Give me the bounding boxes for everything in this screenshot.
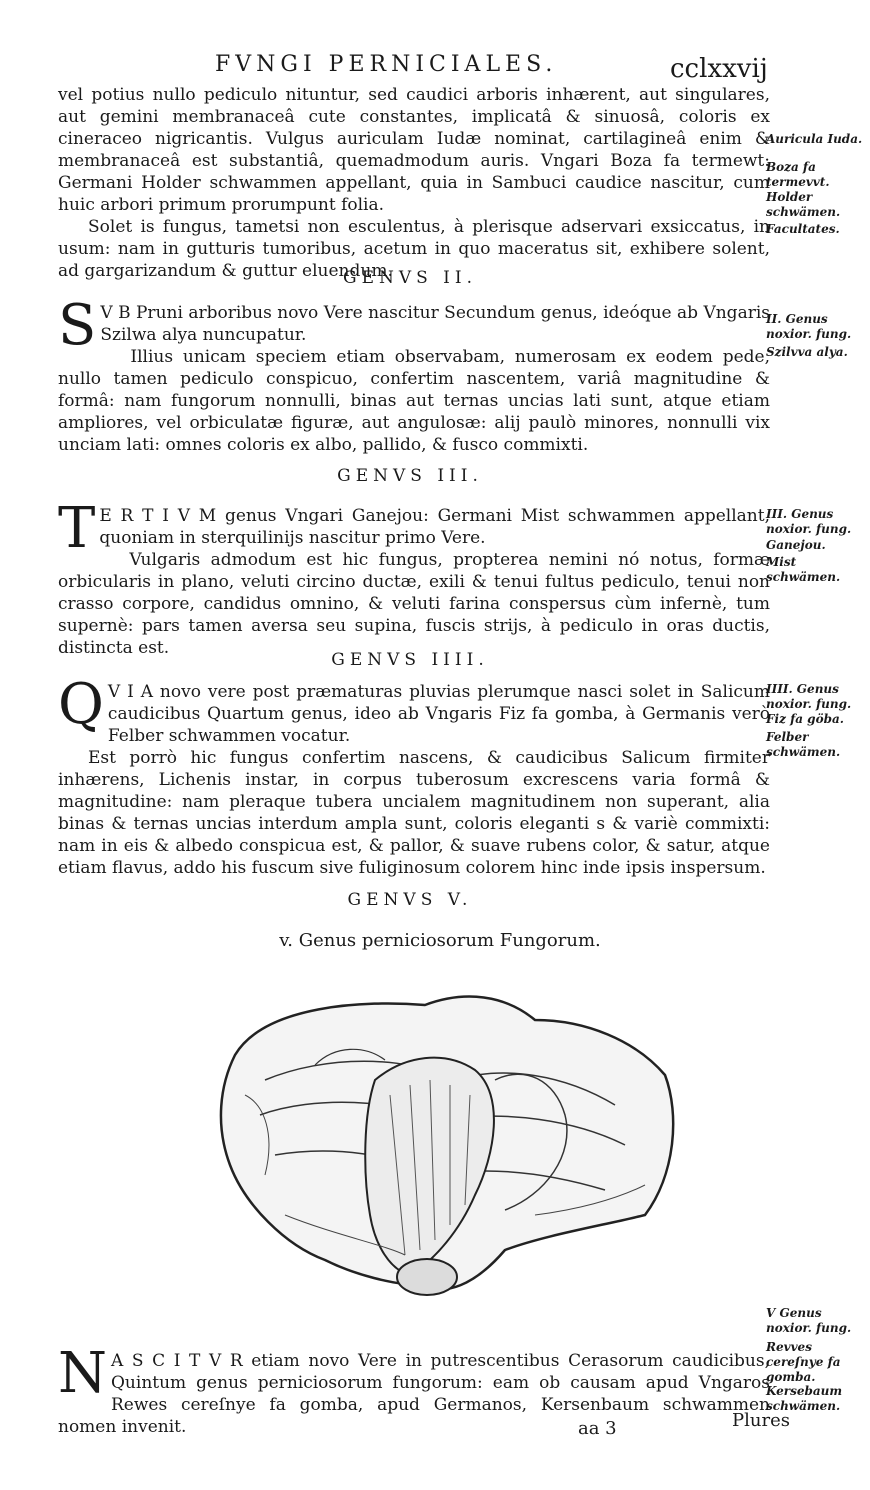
marginal-note: Boza fa termevvt. [766,160,830,189]
marginal-note: Mist schwämen. [766,555,841,584]
genus2-dropcap: S [58,293,97,358]
genus3-lead [58,496,770,561]
marginal-note: Facultates. [766,222,840,236]
genus3-dropcap: T [58,496,96,561]
fungus-woodcut-illustration [205,985,685,1305]
running-title: FVNGI PERNICIALES. [215,52,558,77]
genus4-lead [58,672,770,747]
figure-caption: v. Genus perniciosorum Fungorum. [279,930,601,951]
marginal-note: III. Genus noxior. fung. [766,507,852,536]
marginal-note: Ganejou. [766,538,826,552]
genus2-body: Illius unicam speciem etiam observabam, numerosam ex eodem pede, nullo tamen pediculo conspicuo, confertim nascentem, variâ magnitudine & formâ: nam fungorum nonnulli, binas aut ternas uncias lati sunt, atque etiam ampliores, vel orbiculatæ figuræ, aut angulosæ: alij paulò minores, nonnulli vix unciam lati: omnes coloris ex albo, pallido, & fusco commixti. [58,347,770,455]
genus1-paragraph2: Solet is fungus, tametsi non esculentus, à plerisque adservari exsiccatus, in usum: nam in gutturis tumoribus, acetum in quo maceratus sit, exhibere solent, ad gargarizandum & guttur eluendum. [58,217,770,281]
marginal-note: Revves cereſnye fa gomba. [766,1340,841,1384]
genus1-text [58,84,770,282]
genus5-paragraph [58,1341,770,1438]
marginal-note: Kersebaum schwämen. [766,1384,843,1413]
genus3-body: Vulgaris admodum est hic fungus, propterea nemini nó notus, formæ orbicularis in plano, veluti circino ductæ, exili & tenui fultus pediculo, tenui non crasso corpore, candidus omnino, & veluti farina conspersus cùm infernè, tum supernè: pars tamen aversa seu supina, fuscis strijs, à pediculo in oras ductis, distincta est. [58,550,770,658]
genus1-paragraph1: vel potius nullo pediculo nituntur, sed caudici arboris inhærent, aut singulares, aut gemini membranaceâ cute constantes, implicatâ & sinuosâ, coloris ex cineraceo nigricantis. Vulgus auriculam Iudæ nominat, cartilagineâ enim & membranaceâ est substantiâ, quemadmodum auris. Vngari Boza fa termewt: Germani Holder schwammen appellant, quia in Sambuci caudice nascitur, cum huic arbori primum prorumpunt folia. [58,85,770,215]
genus4-text [58,672,770,879]
folio-number: cclxxvij [670,54,768,84]
genus3-text [58,496,770,659]
genus2-heading: GENVS II. [342,268,478,288]
genus3-heading: GENVS III. [337,466,483,486]
marginal-note: V Genus noxior. fung. [766,1306,852,1335]
signature-mark: aa 3 [578,1418,617,1439]
genus4-dropcap: Q [58,672,104,737]
marginal-note: Felber schwämen. [766,730,841,759]
genus4-heading: GENVS IIII. [331,650,489,670]
genus5-paragraph-text: A S C I T V R etiam novo Vere in putrescentibus Cerasorum caudicibus, Quintum genus perniciosorum fungorum: eam ob causam apud Vngaros Rewes cereſnye fa gomba, apud Germanos, Kersenbaum schwammen nomen invenit. [58,1351,770,1437]
genus5-heading: GENVS V. [347,890,473,910]
genus5-dropcap: N [58,1341,107,1406]
genus2-text [58,293,770,456]
catchword: Plures [732,1410,790,1431]
genus2-lead [58,293,770,358]
marginal-note: Holder schwämen. [766,190,841,219]
marginal-note: II. Genus noxior. fung. [766,312,852,341]
genus3-lead-text: E R T I V M genus Vngari Ganejou: Germani Mist schwammen appellant, quoniam in sterquilinijs nascitur primo Vere. [99,506,770,548]
genus4-body: Est porrò hic fungus confertim nascens, & caudicibus Salicum firmiter inhærens, Lichenis instar, in corpus tuberosum excrescens varia formâ & magnitudine: nam pleraque tubera uncialem magnitudinem non superant, alia binas & ternas uncias interdum ampla sunt, coloris eleganti s & variè commixti: nam in eis & albedo conspicua est, & pallor, & suave rubens color, & satur, atque etiam flavus, addo his fuscum sive fuliginosum colorem hinc inde ipsis inspersum. [58,748,770,878]
genus5-text [58,1341,770,1438]
genus2-lead-text: V B Pruni arboribus novo Vere nascitur Secundum genus, ideóque ab Vngaris Szilwa alya nuncupatur. [100,303,770,345]
marginal-note: Auricula Iuda. [766,132,863,146]
genus4-lead-text: V I A novo vere post præmaturas pluvias plerumque nasci solet in Salicum caudicibus Quartum genus, ideo ab Vngaris Fiz fa gomba, à Germanis verò Felber schwammen vocatur. [107,682,770,746]
marginal-note: Fiz fa göba. [766,712,844,726]
marginal-note: IIII. Genus noxior. fung. [766,682,852,711]
marginal-note: Szilvva alya. [766,345,848,359]
